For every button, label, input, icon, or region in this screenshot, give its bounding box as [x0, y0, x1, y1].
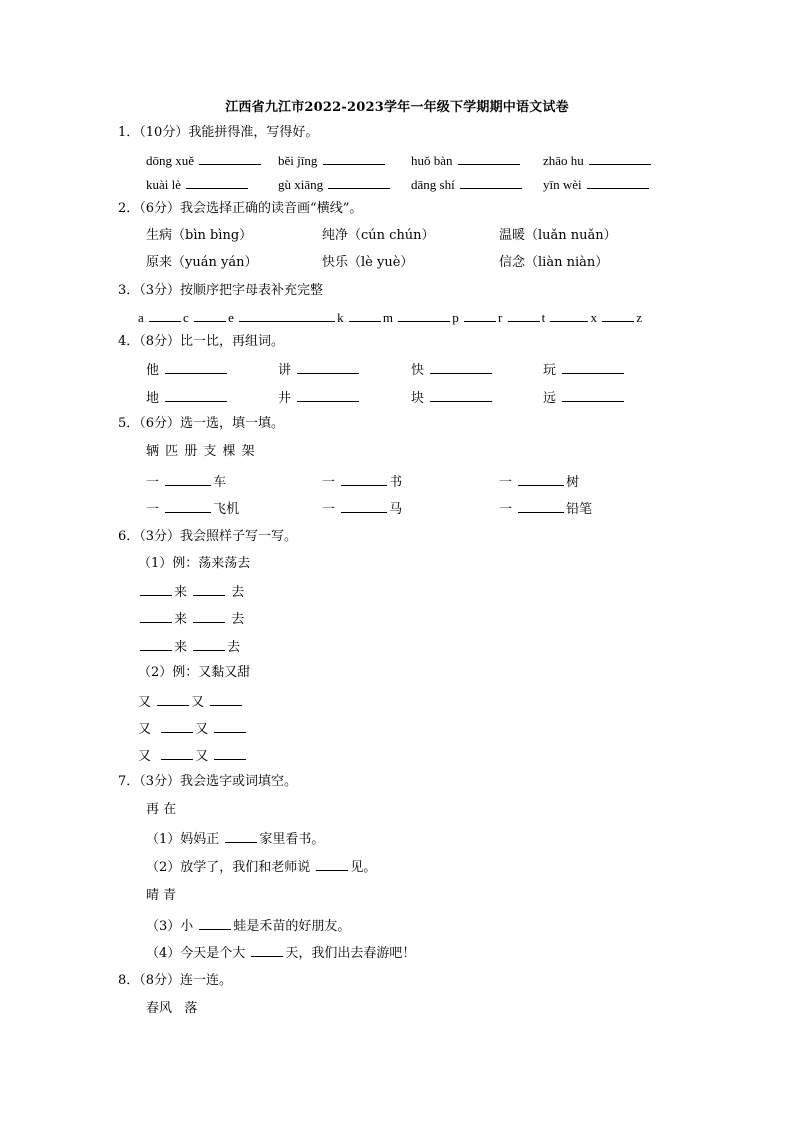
q6-header: 6．（3分）我会照样子写一写。 [118, 529, 298, 544]
q5-item: 一 飞机 [146, 499, 239, 519]
q4-item: 地 [146, 388, 229, 408]
q4-header: 4．（8分）比一比，再组词。 [118, 334, 285, 349]
q1-item: zhāo hu [543, 151, 653, 170]
q1-item: dōng xuě [146, 151, 263, 170]
q7-header: 7．（3分）我会选字或词填空。 [118, 774, 298, 789]
q3-alphabet-line: a c e k m p r t x z [138, 310, 642, 325]
page-title: 江西省九江市2022-2023学年一年级下学期期中语文试卷 [225, 100, 569, 115]
q5-item: 一 车 [146, 472, 226, 492]
q1-item: huǒ bàn [411, 151, 522, 170]
q1-item: běi jīng [278, 151, 387, 170]
q1-item: dāng shí [411, 175, 524, 194]
q6-line: 又 又 [138, 719, 248, 739]
q7-sentence: （2）放学了，我们和老师说 见。 [146, 857, 376, 877]
q8-header: 8．（8分）连一连。 [118, 973, 233, 988]
q7-sentence: （1）妈妈正 家里看书。 [146, 829, 324, 849]
q6-example-1: （1）例：荡来荡去 [138, 556, 251, 571]
q6-line: 来 去 [138, 582, 244, 602]
q2-item: 生病（bìn bìng） [146, 228, 253, 243]
q7-options-1: 再 在 [146, 802, 177, 817]
q6-example-2: （2）例：又黏又甜 [138, 665, 251, 680]
q4-item: 快 [411, 360, 494, 380]
q8-line: 春风 落 [146, 1001, 198, 1016]
q6-line: 又 又 [138, 746, 248, 766]
q4-item: 他 [146, 360, 229, 380]
q2-item: 温暖（luǎn nuǎn） [499, 228, 617, 243]
q2-item: 信念（liàn niàn） [499, 255, 609, 270]
q4-item: 井 [278, 388, 361, 408]
q5-item: 一 铅笔 [499, 499, 592, 519]
q3-header: 3．（3分）按顺序把字母表补充完整 [118, 283, 324, 298]
q5-options: 辆 匹 册 支 棵 架 [146, 444, 256, 459]
q7-sentence: （4）今天是个大 天，我们出去春游吧！ [146, 943, 415, 963]
q2-item: 快乐（lè yuè） [322, 255, 414, 270]
q6-line: 来 去 [138, 637, 240, 657]
q7-sentence: （3）小 蛙是禾苗的好朋友。 [146, 916, 350, 936]
q1-item: yīn wèi [543, 175, 651, 194]
q4-item: 块 [411, 388, 494, 408]
q5-item: 一 马 [322, 499, 402, 519]
q2-item: 原来（yuán yán） [146, 255, 258, 270]
q5-header: 5．（6分）选一选，填一填。 [118, 416, 285, 431]
q4-item: 玩 [543, 360, 626, 380]
q5-item: 一 树 [499, 472, 579, 492]
q1-header: 1．（10分）我能拼得准，写得好。 [118, 125, 319, 140]
q1-item: kuài lè [146, 175, 250, 194]
q7-options-2: 晴 青 [146, 888, 177, 903]
q4-item: 讲 [278, 360, 361, 380]
q5-item: 一 书 [322, 472, 402, 492]
q6-line: 又 又 [138, 692, 244, 712]
q2-item: 纯净（cún chún） [322, 228, 435, 243]
q4-item: 远 [543, 388, 626, 408]
q2-header: 2．（6分）我会选择正确的读音画“横线”。 [118, 201, 363, 216]
q1-item: gù xiāng [278, 175, 392, 194]
q6-line: 来 去 [138, 609, 244, 629]
